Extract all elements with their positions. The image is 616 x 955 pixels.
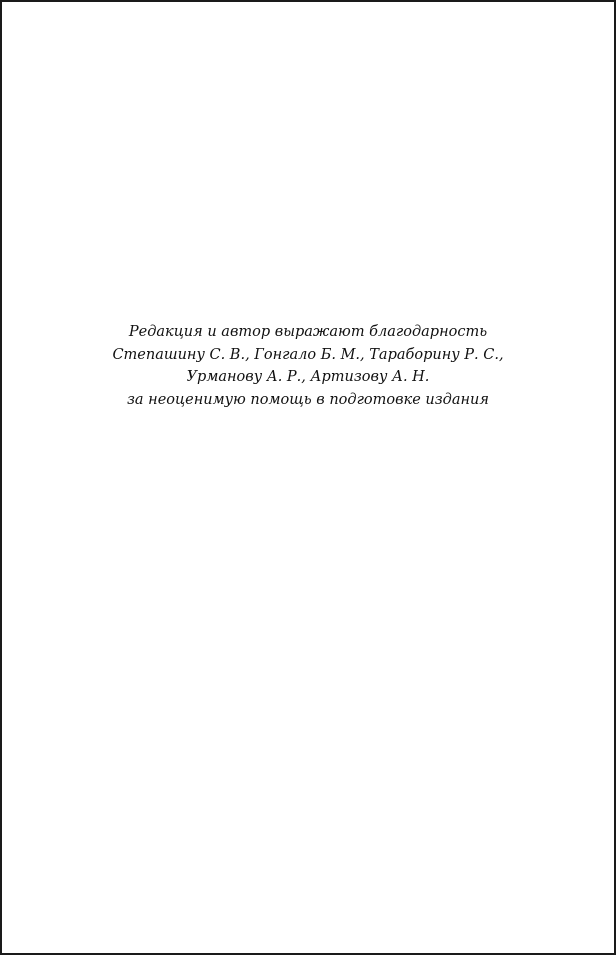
acknowledgment-line-2: Степашину С. В., Гонгало Б. М., Тараборину Р. С., [112,346,504,363]
acknowledgment-line-4: за неоценимую помощь в подготовке издания [127,391,489,408]
acknowledgment-line-1: Редакция и автор выражают благодарность [128,324,488,340]
acknowledgment-text [2,321,614,411]
acknowledgment-line-3: Урманову А. Р., Артизову А. Н. [186,369,430,385]
